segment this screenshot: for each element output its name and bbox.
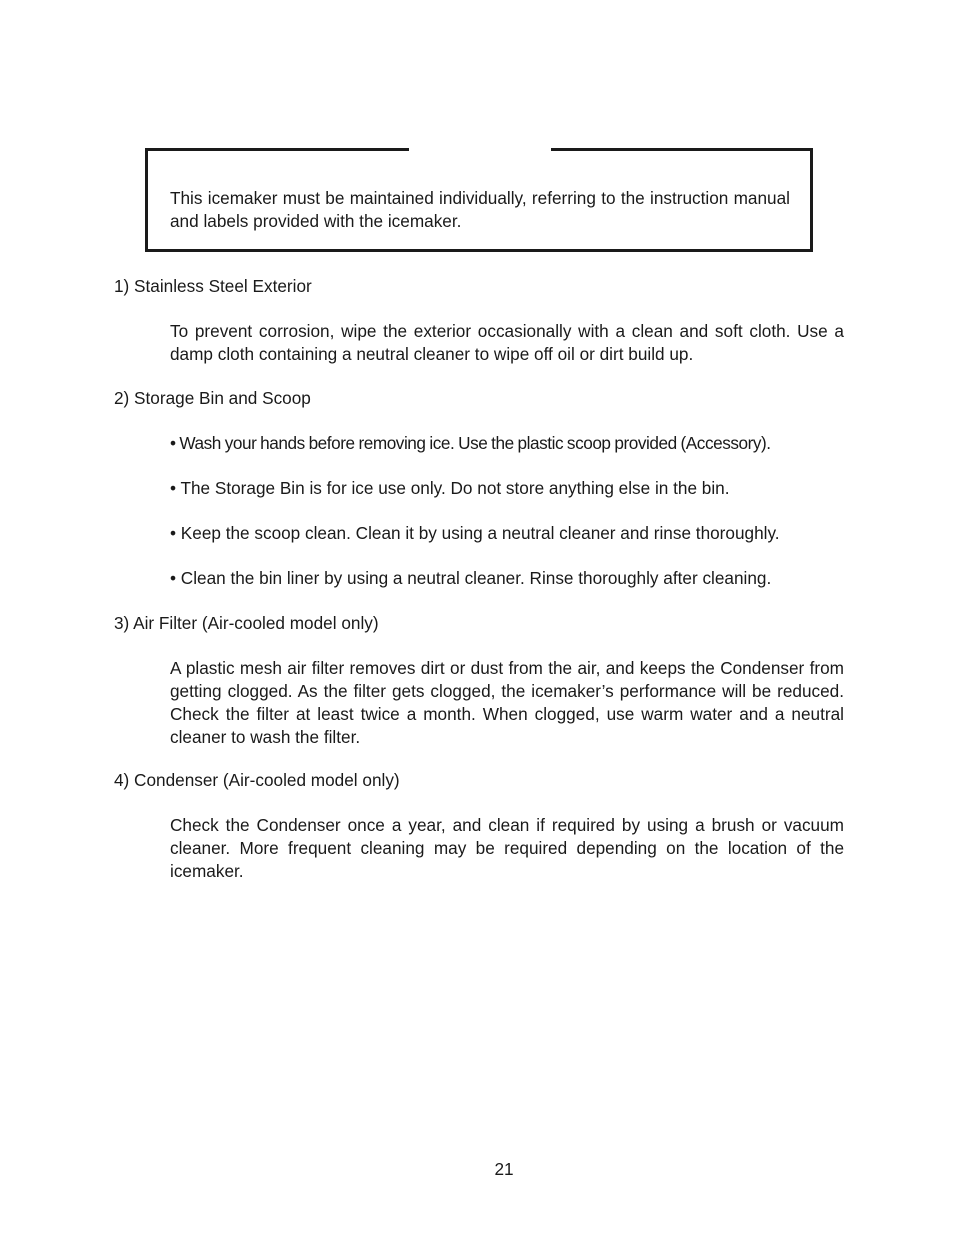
section-heading-air-filter: 3) Air Filter (Air-cooled model only)	[114, 613, 379, 633]
notice-text: This icemaker must be maintained individually, referring to the instruction manual and labels provided with the icemaker.	[170, 188, 790, 231]
section-paragraph-exterior: To prevent corrosion, wipe the exterior occasionally with a clean and soft cloth. Use a damp cloth containing a neutral cleaner to wipe off oil or dirt build up.	[170, 321, 844, 364]
bullet-item: • Keep the scoop clean. Clean it by using a neutral cleaner and rinse thoroughly.	[170, 523, 780, 543]
notice-title-gap	[409, 147, 551, 153]
bullet-item: • The Storage Bin is for ice use only. Do not store anything else in the bin.	[170, 478, 730, 498]
section-heading-condenser: 4) Condenser (Air-cooled model only)	[114, 770, 400, 790]
notice-box	[145, 148, 813, 252]
bullet-item: • Clean the bin liner by using a neutral cleaner. Rinse thoroughly after cleaning.	[170, 568, 772, 588]
section-paragraph-air-filter: A plastic mesh air filter removes dirt or dust from the air, and keeps the Condenser from getting clogged. As the filter gets clogged, the icemaker’s performance will be reduced. Check the filter at least twice a month. When clogged, use warm water and a neutral cleaner to wash the filter.	[170, 658, 844, 747]
bullet-item: • Wash your hands before removing ice. Use the plastic scoop provided (Accessory).	[170, 433, 771, 453]
section-heading-storage-bin: 2) Storage Bin and Scoop	[114, 388, 311, 408]
section-heading-exterior: 1) Stainless Steel Exterior	[114, 276, 312, 296]
page-number: 21	[494, 1159, 514, 1179]
section-paragraph-condenser: Check the Condenser once a year, and clean if required by using a brush or vacuum cleaner. More frequent cleaning may be required depending on the location of the icemaker.	[170, 815, 844, 881]
